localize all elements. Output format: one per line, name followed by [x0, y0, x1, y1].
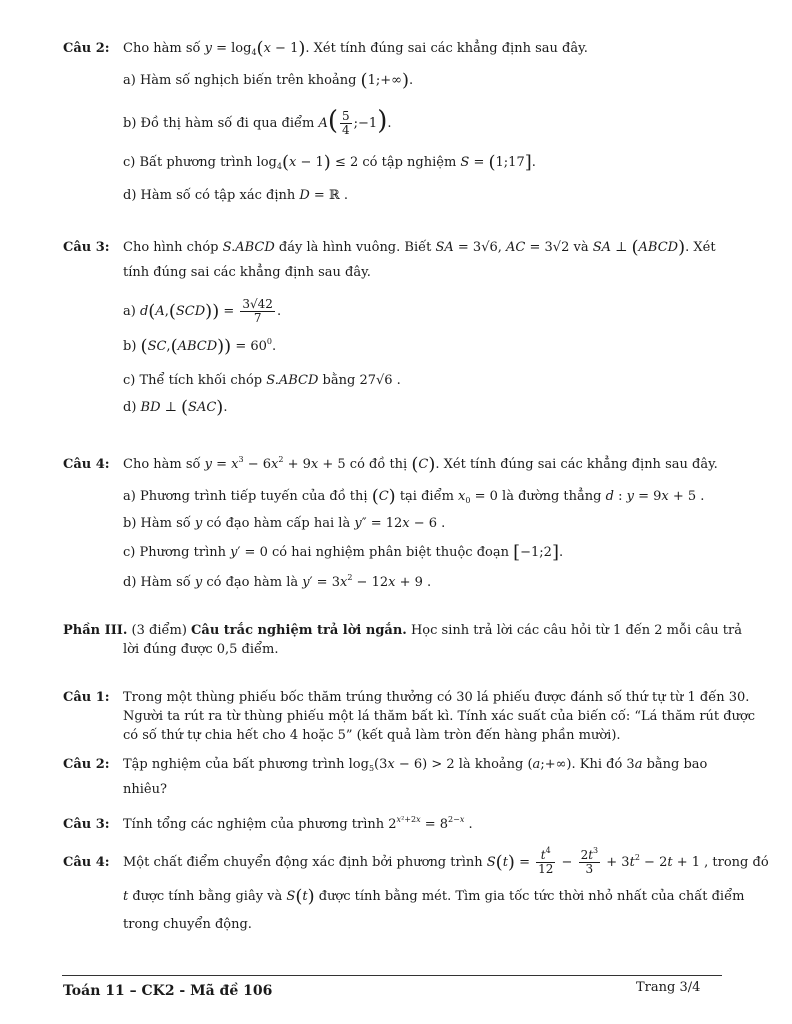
- q4-option-c: c) Phương trình y′ = 0 có hai nghiệm phân biệt thuộc đoạn [−1;2].: [123, 542, 564, 563]
- s2-label: Câu 2:: [63, 757, 110, 772]
- part3-line1: Học sinh trả lời các câu hỏi từ 1 đến 2 mỗi câu trả: [410, 623, 742, 638]
- s3-label: Câu 3:: [63, 817, 110, 832]
- q3-option-b: b) (SC,(ABCD)) = $60^0$.: [123, 336, 277, 357]
- q2-label: Câu 2:: [63, 41, 110, 56]
- part3-points: (3 điểm): [131, 623, 187, 638]
- part3-heading: [63, 621, 742, 640]
- s2-line2: nhiêu?: [123, 782, 167, 797]
- s3-text: Tính tổng các nghiệm của phương trình $2^{x^2+2x} = 8^{2-x}$ .: [123, 815, 473, 832]
- q2-intro-text: Cho hàm số $y = \log_4(x - 1)$. Xét tính đúng sai các khẳng định sau đây.: [123, 38, 588, 59]
- part3-label: Phần III.: [63, 623, 128, 638]
- s1-line1: Trong một thùng phiếu bốc thăm trúng thưởng có 30 lá phiếu được đánh số thứ tự từ 1 đến 30.: [123, 690, 750, 705]
- q4-label: Câu 4:: [63, 457, 110, 472]
- s4-label: Câu 4:: [63, 855, 110, 870]
- footer-divider: [62, 975, 722, 976]
- q3-intro-line2: tính đúng sai các khẳng định sau đây.: [123, 265, 371, 280]
- q3-option-c: c) Thể tích khối chóp S.ABCD bằng 27√6 .: [123, 373, 401, 388]
- q4-option-b: b) Hàm số y có đạo hàm cấp hai là y″ = 12x − 6 .: [123, 516, 446, 531]
- s1-line2: Người ta rút ra từ thùng phiếu một lá thăm bất kì. Tính xác suất của biến cố: “Lá thăm rút được: [123, 709, 756, 724]
- q2-option-c: c) Bất phương trình $\log_4(x - 1) \le 2$ có tập nghiệm S = (1;17].: [123, 152, 536, 173]
- q3-intro-line1: Cho hình chóp S.ABCD đáy là hình vuông. Biết SA = 3√6, AC = 3√2 và SA ⊥ (ABCD). Xét: [123, 237, 716, 258]
- q2-option-b: b) Đồ thị hàm số đi qua điểm A( $\frac{5}{4}$ ;−1).: [123, 106, 392, 137]
- part3-title: Câu trắc nghiệm trả lời ngắn.: [191, 623, 407, 638]
- s1-label: Câu 1:: [63, 690, 110, 705]
- part3-line2: lời đúng được 0,5 điểm.: [123, 642, 279, 657]
- q4-option-d: d) Hàm số y có đạo hàm là $y' = 3x^2 - 12x + 9$ .: [123, 573, 432, 590]
- s2-line1: Tập nghiệm của bất phương trình $\log_5(3x - 6) > 2$ là khoảng (a;+∞). Khi đó 3a bằng bao: [123, 757, 708, 773]
- s1-line3: có số thứ tự chia hết cho 4 hoặc 5” (kết quả làm tròn đến hàng phần mười).: [123, 728, 621, 743]
- q2-option-a: a) Hàm số nghịch biến trên khoảng (1;+∞).: [123, 70, 414, 91]
- q2-option-d: d) Hàm số có tập xác định D = ℝ .: [123, 188, 349, 203]
- q2-intro: [123, 39, 588, 58]
- footer-left: Toán 11 – CK2 - Mã đề 106: [63, 983, 273, 999]
- s4-line3: trong chuyển động.: [123, 917, 252, 932]
- q3-label: Câu 3:: [63, 240, 110, 255]
- q4-intro: Cho hàm số $y = x^3 - 6x^2 + 9x + 5$ có đồ thị (C). Xét tính đúng sai các khẳng định sau đây.: [123, 454, 718, 475]
- q4-option-a: a) Phương trình tiếp tuyến của đồ thị (C) tại điểm $x_0 = 0$ là đường thẳng d : y = 9x + 5 .: [123, 486, 705, 507]
- s4-line2: t được tính bằng giây và S(t) được tính bằng mét. Tìm gia tốc tức thời nhỏ nhất của chất điểm: [123, 886, 745, 907]
- q3-option-d: d) BD ⊥ (SAC).: [123, 397, 228, 418]
- q3-option-a: a) d(A,(SCD)) = $\frac{3√42}{7}$ .: [123, 297, 282, 325]
- footer-page-number: Trang 3/4: [636, 980, 701, 995]
- s4-line1: Một chất điểm chuyển động xác định bởi phương trình S(t) = $\frac{t^4}{12}$ − $\frac{2t^3}{3}$ + $3t^2 - 2t + 1$ , trong đó: [123, 846, 769, 876]
